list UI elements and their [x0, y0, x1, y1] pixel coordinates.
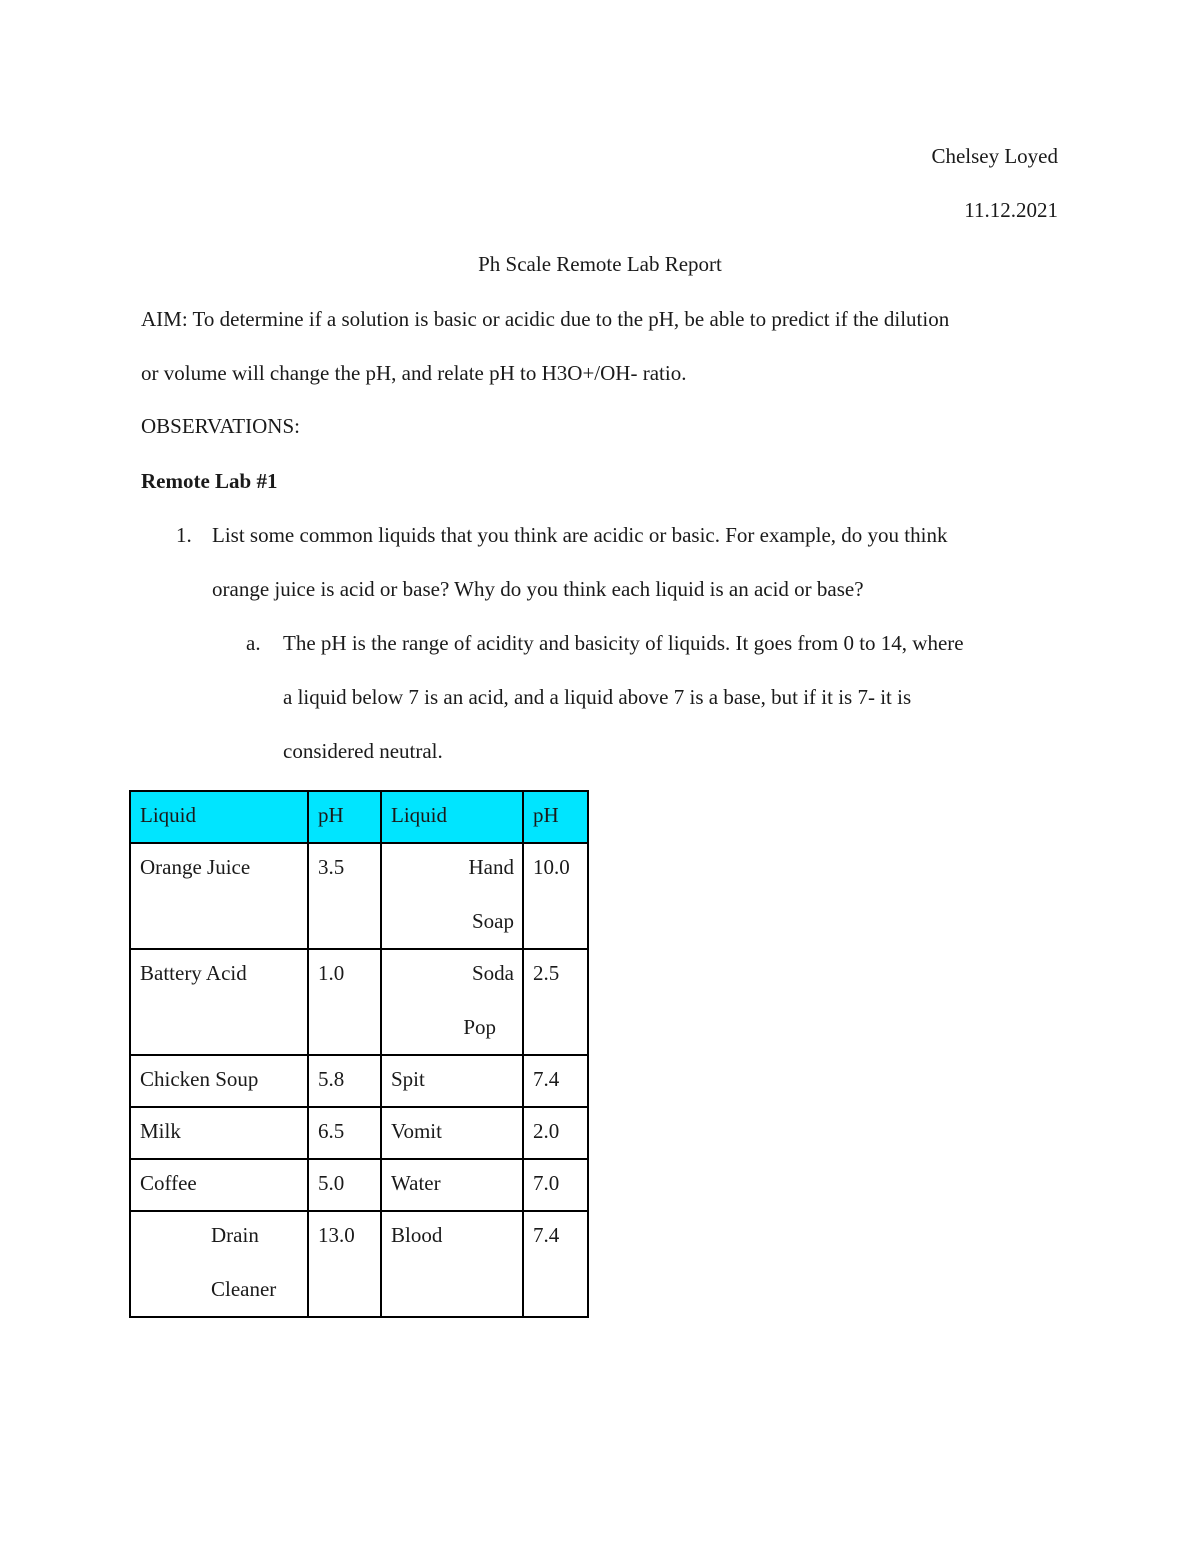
section-heading: Remote Lab #1: [141, 469, 278, 493]
table-cell: Orange Juice: [130, 843, 308, 949]
table-cell: Spit: [381, 1055, 523, 1107]
ph-table: [129, 790, 589, 1318]
table-cell: 1.0: [308, 949, 381, 1055]
answer-letter: a.: [246, 631, 261, 655]
table-cell: Coffee: [130, 1159, 308, 1211]
report-title: Ph Scale Remote Lab Report: [478, 252, 722, 276]
question-number: 1.: [176, 523, 192, 547]
question-line-2: orange juice is acid or base? Why do you think each liquid is an acid or base?: [212, 577, 864, 601]
table-cell: Chicken Soup: [130, 1055, 308, 1107]
header-liquid-2: Liquid: [381, 791, 523, 843]
table-header-row: [130, 791, 588, 843]
table-row: [130, 949, 588, 1055]
observations-label: OBSERVATIONS:: [141, 414, 300, 438]
table-row: [130, 1055, 588, 1107]
table-cell: 6.5: [308, 1107, 381, 1159]
table-cell: Hand Soap: [381, 843, 523, 949]
table-cell: Milk: [130, 1107, 308, 1159]
table-cell: 7.4: [523, 1211, 588, 1317]
table-cell: Battery Acid: [130, 949, 308, 1055]
table-cell: Vomit: [381, 1107, 523, 1159]
header-ph-2: pH: [523, 791, 588, 843]
table-cell: 3.5: [308, 843, 381, 949]
header-liquid-1: Liquid: [130, 791, 308, 843]
table-cell: Blood: [381, 1211, 523, 1317]
author-name: Chelsey Loyed: [931, 144, 1058, 168]
table-cell: 2.5: [523, 949, 588, 1055]
answer-line-3: considered neutral.: [283, 739, 443, 763]
aim-line-2: or volume will change the pH, and relate pH to H3O+/OH- ratio.: [141, 361, 687, 385]
table-cell: Drain Cleaner: [130, 1211, 308, 1317]
report-date: 11.12.2021: [964, 198, 1058, 222]
table-row: [130, 1211, 588, 1317]
answer-line-2: a liquid below 7 is an acid, and a liquid above 7 is a base, but if it is 7- it is: [283, 685, 912, 709]
table-cell: Soda Pop: [381, 949, 523, 1055]
answer-line-1: The pH is the range of acidity and basicity of liquids. It goes from 0 to 14, where: [283, 631, 964, 655]
table-cell: 2.0: [523, 1107, 588, 1159]
aim-line-1: AIM: To determine if a solution is basic or acidic due to the pH, be able to predict if the dilution: [141, 307, 950, 331]
table-cell: 5.8: [308, 1055, 381, 1107]
table-row: [130, 1107, 588, 1159]
table-row: [130, 843, 588, 949]
table-cell: 7.4: [523, 1055, 588, 1107]
table-cell: 7.0: [523, 1159, 588, 1211]
table-cell: 10.0: [523, 843, 588, 949]
question-line-1: List some common liquids that you think are acidic or basic. For example, do you think: [212, 523, 948, 547]
table-cell: 5.0: [308, 1159, 381, 1211]
table-cell: 13.0: [308, 1211, 381, 1317]
table-cell: Water: [381, 1159, 523, 1211]
table-row: [130, 1159, 588, 1211]
header-ph-1: pH: [308, 791, 381, 843]
